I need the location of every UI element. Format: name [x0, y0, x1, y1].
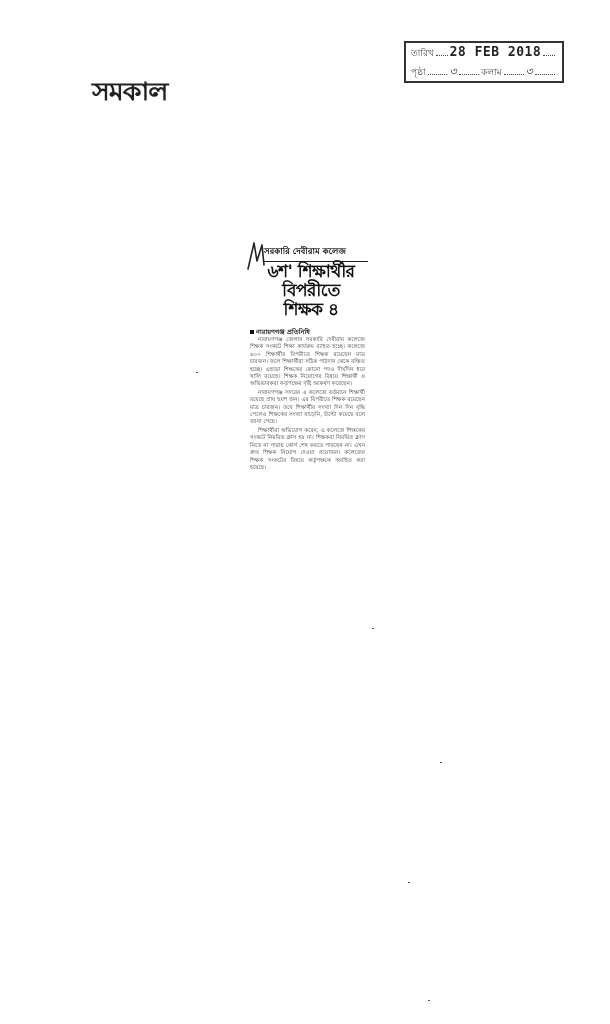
stamp-dotted-line [459, 74, 479, 75]
stamp-date-label: তারিখ [411, 49, 434, 59]
stamp-page-value: ৩ [449, 65, 458, 78]
headline-line: শিক্ষক ৪ [283, 300, 339, 320]
scan-speck [440, 762, 442, 763]
article-paragraph: নারায়ণগঞ্জ সদরের এ কলেজে বর্তমানে শিক্ষার্থী রয়েছে প্রায় ছয়শ জন। এর বিপরীতে শিক্ষক রয়েছেন মাত্র চারজন। তবে শিক্ষার্থীর সংখ্যা দিন দিন বৃদ্ধি পেলেও শিক্ষকের সংখ্যা বাড়েনি, উল্টো কমেছে বলে জানা গেছে। [250, 389, 365, 426]
stamp-date-value: 28 FEB 2018 [449, 45, 542, 60]
stamp-dotted-line [504, 74, 524, 75]
headline-line: ৬শ' শিক্ষার্থীর [267, 262, 355, 282]
stamp-column-label: কলাম [481, 68, 502, 78]
headline-line: বিপরীতে [282, 281, 340, 301]
scan-speck [408, 882, 410, 883]
article-body [250, 337, 365, 473]
byline-text: নারায়ণগঞ্জ প্রতিনিধি [256, 328, 310, 336]
article-paragraph: শিক্ষার্থীরা অভিযোগ করেন, এ কলেজে শিক্ষকের সংকটে নিয়মিত ক্লাস হয় না। শিক্ষকরা নিয়মিত ক্লাস নিতে না পারায় কোর্স শেষ করতে পারছেন না। এখন দ্রুত শিক্ষক নিয়োগ দেওয়া প্রয়োজন। কলেজের শিক্ষক সংকটের বিষয়ে কর্তৃপক্ষকে অবহিত করা হয়েছে। [250, 427, 365, 471]
news-clipping [250, 245, 368, 630]
scan-speck [372, 628, 374, 629]
stamp-dotted-line [543, 55, 555, 56]
stamp-column-value: ৩ [525, 65, 534, 78]
stamp-dotted-line [428, 74, 448, 75]
article-kicker: সরকারি দেবীরাম কলেজ [264, 245, 368, 262]
stamp-dotted-line [535, 74, 555, 75]
stamp-dotted-line [436, 55, 448, 56]
stamp-date-row [411, 45, 557, 63]
scan-speck [428, 1000, 430, 1001]
scan-speck [196, 372, 198, 373]
date-stamp [404, 41, 564, 83]
article-headline [256, 263, 366, 320]
byline-bullet-icon [250, 330, 254, 334]
article-paragraph: নারায়ণগঞ্জ জেলার সরকারি দেবীরাম কলেজে শিক্ষক সংকটে শিক্ষা কার্যক্রম ব্যাহত হচ্ছে। কলেজে ৬০০ শিক্ষার্থীর বিপরীতে শিক্ষক রয়েছেন মাত্র চারজন। ফলে শিক্ষার্থীরা সঠিক পাঠদান থেকে বঞ্চিত হচ্ছে। এছাড়া শিক্ষকের কোনো পদও দীর্ঘদিন ধরে খালি রয়েছে। শিক্ষক নিয়োগের বিষয়ে শিক্ষার্থী ও অভিভাবকরা কর্তৃপক্ষের দৃষ্টি আকর্ষণ করেছেন। [250, 337, 365, 388]
stamp-page-label: পৃষ্ঠা [411, 68, 426, 78]
newspaper-masthead: সমকাল [92, 77, 168, 106]
stamp-page-row [411, 63, 557, 81]
